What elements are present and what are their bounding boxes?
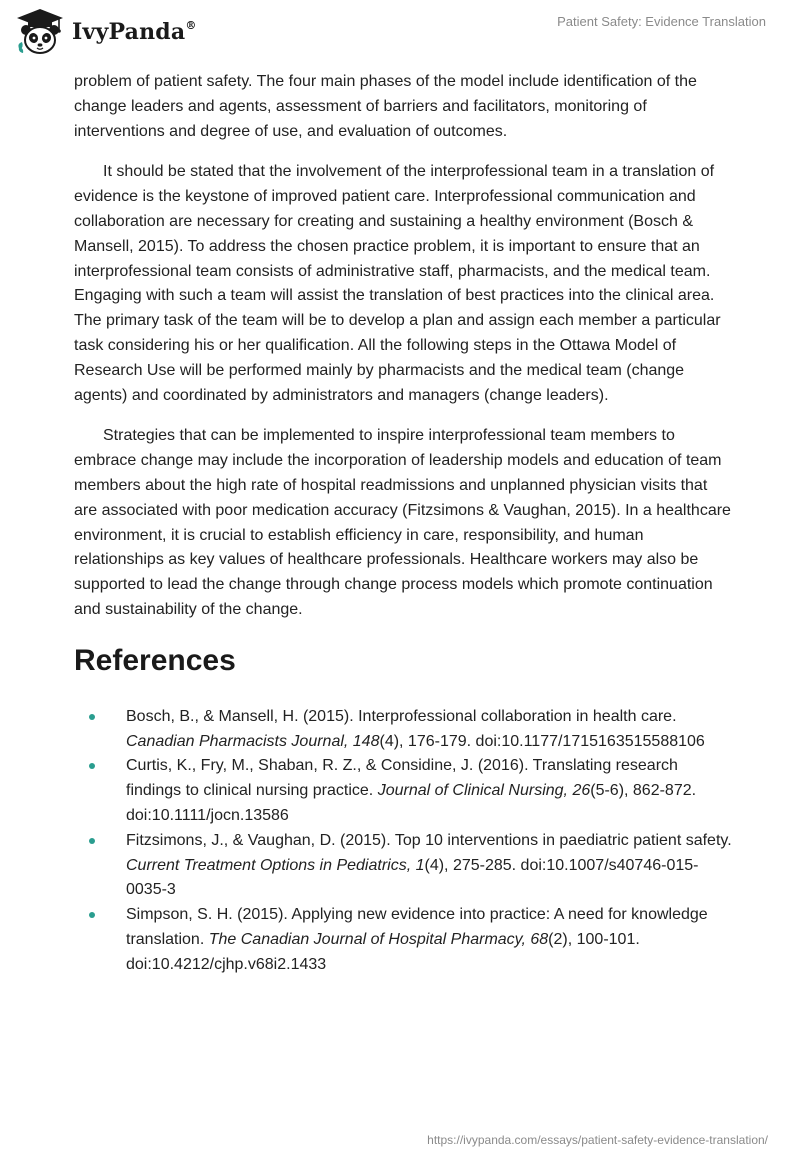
references-heading: References [74,643,236,677]
brand-logo[interactable] [14,6,197,58]
bullet-dot-icon [89,714,95,720]
references-list [74,705,734,978]
bullet-dot-icon [89,838,95,844]
document-title: Patient Safety: Evidence Translation [557,14,766,29]
essay-content [74,70,734,978]
bullet-dot-icon [89,912,95,918]
bullet-dot-icon [89,763,95,769]
reference-item: Bosch, B., & Mansell, H. (2015). Interprofessional collaboration in health care. Canadian Pharmacists Journal, 148(4), 176-179. doi:10.1177/1715163515588106 [74,705,734,755]
paragraph: It should be stated that the involvement of the interprofessional team in a translation of evidence is the keystone of improved patient care. Interprofessional communication and collaboration are necessary for creating and sustaining a healthy environment (Bosch & Mansell, 2015). To address the chosen practice problem, it is important to ensure that an interprofessional team consists of administrative staff, pharmacists, and the medical team. Engaging with such a team will assist the translation of best practices into the clinical area. The primary task of the team will be to develop a plan and assign each member a particular task considering his or her qualification. All the following steps in the Ottawa Model of Research Use will be performed mainly by pharmacists and the medical team (change agents) and coordinated by administrators and managers (change leaders). [74,163,721,404]
reference-item: Simpson, S. H. (2015). Applying new evidence into practice: A need for knowledge translation. The Canadian Journal of Hospital Pharmacy, 68(2), 100-101. doi:10.4212/cjhp.v68i2.1433 [74,903,734,977]
paragraph: Strategies that can be implemented to inspire interprofessional team members to embrace change may include the incorporation of leadership models and education of team members about the high rate of hospital readmissions and unplanned physician visits that are associated with poor medication accuracy (Fitzsimons & Vaughan, 2015). In a healthcare environment, it is crucial to establish efficiency in care, responsibility, and human relationships as key values of healthcare professionals. Healthcare workers may also be supported to lead the change through change process models which promote continuation and sustainability of the change. [74,427,731,618]
panda-graduation-cap-icon [14,6,66,58]
reference-item: Fitzsimons, J., & Vaughan, D. (2015). Top 10 interventions in paediatric patient safety. Current Treatment Options in Pediatrics, 1(4), 275-285. doi:10.1007/s40746-015-0035-3 [74,829,734,903]
paragraph: problem of patient safety. The four main phases of the model include identification of the change leaders and agents, assessment of barriers and facilitators, monitoring of interventions and degree of use, and evaluation of outcomes. [74,73,697,140]
reference-item: Curtis, K., Fry, M., Shaban, R. Z., & Considine, J. (2016). Translating research findings to clinical nursing practice. Journal of Clinical Nursing, 26(5-6), 862-872. doi:10.1111/jocn.13586 [74,754,734,828]
page-header [0,0,800,64]
source-url[interactable]: https://ivypanda.com/essays/patient-safety-evidence-translation/ [427,1133,768,1147]
brand-name: IvyPanda® [72,18,197,45]
